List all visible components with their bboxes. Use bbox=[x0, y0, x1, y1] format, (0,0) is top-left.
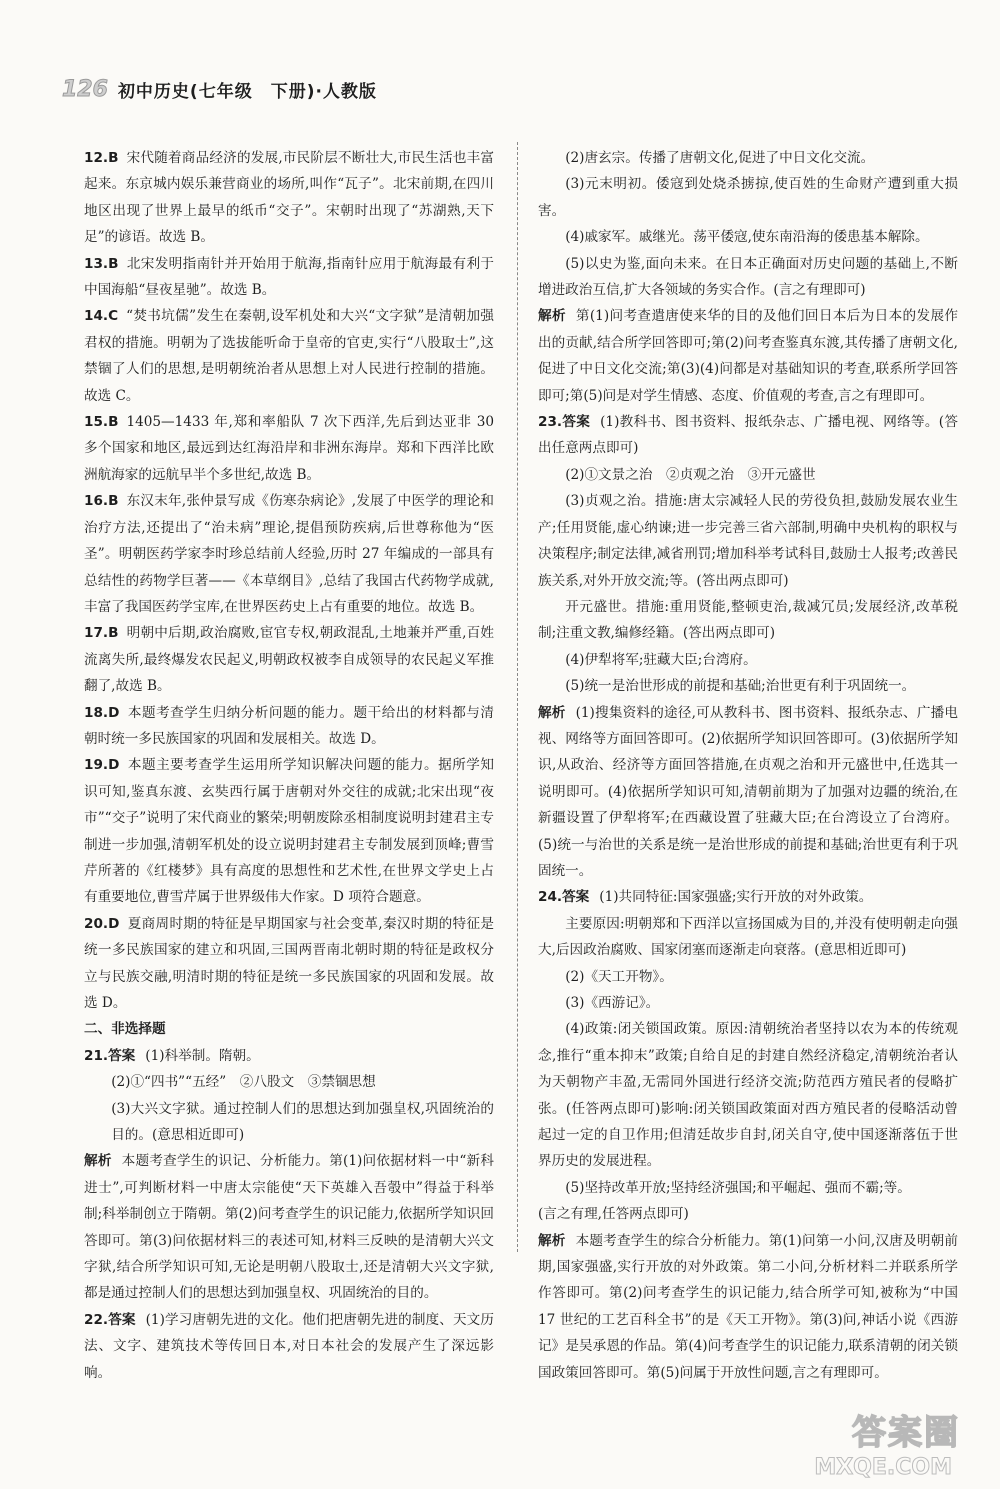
q24-line: (2)《天工开物》。 bbox=[565, 968, 673, 985]
q24-analysis: 解析 本题考查学生的综合分析能力。第(1)问第一小问,汉唐及明朝前期,国家强盛,实行开放的对外政策。第二小问,分析材料二并联系所学作答即可。第(2)问考查学生的识记能力,结合所学可知,被称为“中国 17 世纪的工艺百科全书”的是《天工开物》。第(3)问,神话小说《西游记》是吴承恩的作品。第(4)问考查学生的识记能力,联系清朝的闭关锁国政策回答即可。第(5)问属于开放性问题,言之有理即可。 bbox=[538, 1232, 959, 1381]
answer-item: 16.B 东汉末年,张仲景写成《伤寒杂病论》,发展了中医学的理论和治疗方法,还提出了“治未病”理论,提倡预防疾病,后世尊称他为“医圣”。明朝医药学家李时珍总结前人经验,历时 27 年编成的一部具有总结性的药物学巨著——《本草纲目》,总结了我国古代药物学成就,丰富了我国医药学宝库,在世界医药史上占有重要的地位。故选 B。 bbox=[84, 493, 494, 615]
q23-answer: 23.答案 (1)教科书、图书资料、报纸杂志、广播电视、网络等。(答出任意两点即可) bbox=[538, 414, 958, 457]
watermark-site: MXQE.COM bbox=[814, 1455, 952, 1480]
answer-item: 20.D 夏商周时期的特征是早期国家与社会变革,秦汉时期的特征是统一多民族国家的建立和巩固,三国两晋南北朝时期的特征是政权分立与民族交融,明清时期的特征是统一多民族国家的巩固和发展。故选 D。 bbox=[84, 915, 494, 1011]
q23-analysis: 解析 (1)搜集资料的途径,可从教科书、图书资料、报纸杂志、广播电视、网络等方面回答即可。(2)依据所学知识回答即可。(3)依据所学知识,从政治、经济等方面回答措施,在贞观之治和开元盛世中,任选其一说明即可。(4)依据所学知识可知,清朝前期为了加强对边疆的统治,在新疆设置了伊犁将军;在西藏设置了驻藏大臣;在台湾设立了台湾府。(5)统一与治世的关系是统一是治世形成的前提和基础;治世更有利于巩固统一。 bbox=[538, 704, 959, 879]
answer-item: 15.B 1405—1433 年,郑和率船队 7 次下西洋,先后到达亚非 30 多个国家和地区,最远到达红海沿岸和非洲东海岸。郑和下西洋比欧洲航海家的远航早半个多世纪,故选 B。 bbox=[84, 414, 494, 483]
answer-item: 13.B 北宋发明指南针并开始用于航海,指南针应用于航海最有利于中国海船“昼夜星驰”。故选 B。 bbox=[84, 255, 494, 299]
page-header bbox=[62, 72, 377, 106]
book-title: 初中历史(七年级 下册)·人教版 bbox=[117, 81, 377, 102]
q23-line: (3)贞观之治。措施:唐太宗减轻人民的劳役负担,鼓励发展农业生产;任用贤能,虚心纳谏;进一步完善三省六部制,明确中央机构的职权与决策程序;制定法律,减省刑罚;增加科举考试科目,鼓励士人报考;改善民族关系,对外开放交流;等。(答出两点即可) bbox=[538, 493, 958, 589]
q23-line: 开元盛世。措施:重用贤能,整顿吏治,裁减冗员;发展经济,改革税制;注重文教,编修经籍。(答出两点即可) bbox=[538, 598, 958, 642]
q21-line: (2)①“四书”“五经” ②八股文 ③禁锢思想 bbox=[111, 1074, 376, 1091]
q21-line: (3)大兴文字狱。通过控制人们的思想达到加强皇权,巩固统治的目的。(意思相近即可) bbox=[111, 1100, 494, 1144]
answer-item: 17.B 明朝中后期,政治腐败,宦官专权,朝政混乱,土地兼并严重,百姓流离失所,最终爆发农民起义,明朝政权被李自成领导的农民起义军推翻了,故选 B。 bbox=[84, 625, 494, 695]
answer-item: 18.D 本题考查学生归纳分析问题的能力。题干给出的材料都与清朝时统一多民族国家的巩固和发展相关。故选 D。 bbox=[84, 704, 494, 747]
q22-analysis: 解析 第(1)问考查遣唐使来华的目的及他们回日本后为日本的发展作出的贡献,结合所学回答即可;第(2)问考查鉴真东渡,其传播了唐朝文化,促进了中日文化交流;第(3)(4)问都是对基础知识的考查,联系所学回答即可;第(5)问是对学生情感、态度、价值观的考查,言之有理即可。 bbox=[538, 308, 959, 404]
q21-analysis: 解析 本题考查学生的识记、分析能力。第(1)问依据材料一中“新科进士”,可判断材料一中唐太宗能使“天下英雄入吾彀中”得益于科举制;科举制创立于隋朝。第(2)问考查学生的识记能力,依据所学知识回答即可。第(3)问依据材料三的表述可知,材料三反映的是清朝大兴文字狱,结合所学知识可知,无论是明朝八股取士,还是清朝大兴文字狱,都是通过控制人们的思想达到加强皇权、巩固统治的目的。 bbox=[84, 1153, 494, 1302]
q23-line: (2)①文景之治 ②贞观之治 ③开元盛世 bbox=[565, 466, 816, 483]
q24-line: (4)政策:闭关锁国政策。原因:清朝统治者坚持以农为本的传统观念,推行“重本抑末”政策;自给自足的封建自然经济稳定,清朝统治者认为天朝物产丰盈,无需同外国进行经济交流;防范西方殖民者的侵略扩张。(任答两点即可)影响:闭关锁国政策面对西方殖民者的侵略活动曾起过一定的自卫作用;但清廷故步自封,闭关自守,使中国逐渐落伍于世界历史的发展进程。 bbox=[538, 1021, 958, 1170]
q22-line: (4)戚家军。戚继光。荡平倭寇,使东南沿海的倭患基本解除。 bbox=[565, 229, 929, 246]
q23-line: (5)统一是治世形成的前提和基础;治世更有利于巩固统一。 bbox=[565, 678, 916, 695]
column-divider bbox=[517, 142, 518, 1252]
q24-answer: 24.答案 (1)共同特征:国家强盛;实行开放的对外政策。 bbox=[538, 889, 873, 906]
left-column bbox=[84, 145, 494, 1386]
q24-line: (3)《西游记》。 bbox=[565, 995, 660, 1011]
q21-answer: 21.答案 (1)科举制。隋朝。 bbox=[84, 1047, 260, 1064]
q24-line: 主要原因:明朝郑和下西洋以宣扬国威为目的,并没有使明朝走向强大,后因政治腐败、国家闭塞而逐渐走向衰落。(意思相近即可) bbox=[538, 915, 958, 959]
answer-item: 14.C “焚书坑儒”发生在秦朝,设军机处和大兴“文字狱”是清朝加强君权的措施。明朝为了选拔能听命于皇帝的官吏,实行“八股取士”,这禁锢了人们的思想,是明朝统治者从思想上对人民进行控制的措施。故选 C。 bbox=[84, 308, 494, 404]
q23-line: (4)伊犁将军;驻藏大臣;台湾府。 bbox=[565, 651, 757, 668]
q22-line: (3)元末明初。倭寇到处烧杀掳掠,使百姓的生命财产遭到重大损害。 bbox=[538, 176, 958, 219]
section-title: 二、非选择题 bbox=[84, 1021, 166, 1038]
answer-item: 12.B 宋代随着商品经济的发展,市民阶层不断壮大,市民生活也丰富起来。东京城内娱乐兼营商业的场所,叫作“瓦子”。北宋前期,在四川地区出现了世界上最早的纸币“交子”。宋朝时出现了“苏湖熟,天下足”的谚语。故选 B。 bbox=[84, 150, 494, 246]
right-column bbox=[538, 145, 958, 1386]
watermark-logo bbox=[852, 1405, 960, 1454]
q22-line: (5)以史为鉴,面向未来。在日本正确面对历史问题的基础上,不断增进政治互信,扩大各领域的务实合作。(言之有理即可) bbox=[538, 255, 958, 299]
q24-line: (5)坚持改革开放;坚持经济强国;和平崛起、强而不霸;等。 bbox=[565, 1179, 911, 1196]
q24-note: (言之有理,任答两点即可) bbox=[538, 1206, 689, 1223]
watermark-text: 答案圈 bbox=[852, 1413, 960, 1453]
q22-answer: 22.答案 (1)学习唐朝先进的文化。他们把唐朝先进的制度、天文历法、文字、建筑技术等传回日本,对日本社会的发展产生了深远影响。 bbox=[84, 1311, 494, 1381]
q22-line: (2)唐玄宗。传播了唐朝文化,促进了中日文化交流。 bbox=[565, 150, 875, 166]
answer-item: 19.D 本题主要考查学生运用所学知识解决问题的能力。据所学知识可知,鉴真东渡、玄奘西行属于唐朝对外交往的成就;北宋出现“夜市”“交子”说明了宋代商业的繁荣;明朝废除丞相制度说明封建君主专制进一步加强,清朝军机处的设立说明封建君主专制发展到顶峰;曹雪芹所著的《红楼梦》具有高度的思想性和艺术性,在世界文学史上占有重要地位,曹雪芹属于世界级伟大作家。D 项符合题意。 bbox=[84, 757, 494, 906]
page-number: 126 bbox=[62, 76, 108, 102]
